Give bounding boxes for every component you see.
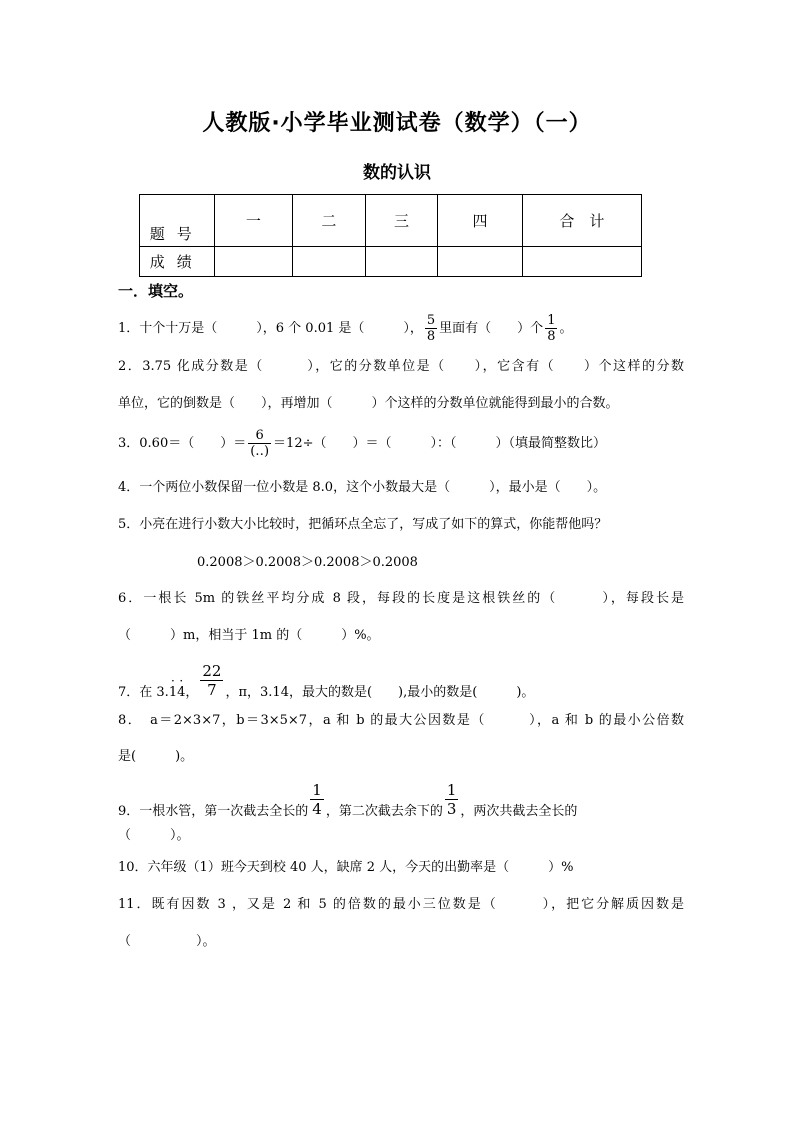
col-header-3: 三 — [365, 195, 438, 247]
col-header-4: 四 — [438, 195, 522, 247]
question-10: 10．六年级（1）班今天到校 40 人，缺席 2 人，今天的出勤率是（ ）% — [118, 860, 574, 875]
question-3: 3．0.60＝（ ）＝ $\frac{6}{(‥)}$ ＝12÷（ ）＝（ ）：（ ）（填最简整数比） — [118, 428, 606, 459]
fraction-6-blank: $\frac{6}{(‥)}$ — [250, 428, 270, 459]
score-cell-total[interactable] — [522, 247, 641, 277]
score-cell-2[interactable] — [293, 247, 366, 277]
question-7: 7．在 3.· 1· 4， $\frac{22}{7}$ ，π，3.14，最大的数是( ),最小的数是( )。 — [118, 674, 684, 711]
question-11-line-2: （ ）。 — [118, 934, 216, 949]
fraction-22-7: $\frac{22}{7}$ — [202, 662, 222, 699]
question-1: 1．十个十万是（ ），6 个 0.01 是（ ）， $\frac{5}{8}$ 里面有（ ）个 $\frac{1}{8}$ 。 — [118, 313, 573, 344]
score-cell-4[interactable] — [438, 247, 522, 277]
repeating-digit-1: · 1 — [169, 685, 177, 700]
repeating-digit-4: · 4 — [177, 685, 185, 700]
score-table — [139, 194, 642, 277]
col-header-total: 合 计 — [522, 195, 641, 247]
question-5-expression: 0.2008＞0.2008＞0.2008＞0.2008 — [197, 555, 418, 570]
fraction-1-3: $\frac{1}{3}$ — [446, 781, 457, 818]
question-11-line-1: 11．既有因数 3 ，又是 2 和 5 的倍数的最小三位数是（ ），把它分解质因数是 — [118, 897, 684, 912]
row-label-question: 题号 — [140, 195, 215, 247]
col-header-2: 二 — [293, 195, 366, 247]
score-cell-1[interactable] — [214, 247, 293, 277]
score-cell-3[interactable] — [365, 247, 438, 277]
row-label-score: 成绩 — [140, 247, 215, 277]
question-6-line-1: 6．一根长 5m 的铁丝平均分成 8 段，每段的长度是这根铁丝的（ ），每段长是 — [118, 591, 684, 606]
question-8-line-2: 是( )。 — [118, 749, 194, 764]
score-table-score-row — [140, 247, 642, 277]
question-6-line-2: （ ）m，相当于 1m 的（ ）%。 — [118, 628, 380, 643]
section-heading-fill-blank: 一．填空。 — [118, 282, 194, 300]
question-9: 9．一根水管，第一次截去全长的 $\frac{1}{4}$ ，第二次截去余下的 $\frac{1}{3}$ ，两次共截去全长的 — [118, 781, 578, 819]
question-5: 5．小亮在进行小数大小比较时，把循环点全忘了，写成了如下的算式，你能帮他吗？ — [118, 517, 608, 532]
fraction-1-4: $\frac{1}{4}$ — [312, 781, 322, 818]
page-subtitle: 数的认识 — [363, 163, 431, 183]
fraction-5-8: $\frac{5}{8}$ — [426, 313, 436, 344]
page-title: 人教版·小学毕业测试卷（数学）（一） — [202, 111, 592, 136]
question-2-line-1: 2．3.75 化成分数是（ ），它的分数单位是（ ），它含有（ ）个这样的分数 — [118, 359, 684, 374]
col-header-1: 一 — [214, 195, 293, 247]
score-table-header-row — [140, 195, 642, 247]
question-9-line-2: （ ）。 — [118, 828, 190, 843]
question-4: 4．一个两位小数保留一位小数是 8.0，这个小数最大是（ ），最小是（ ）。 — [118, 480, 607, 495]
fraction-1-8: $\frac{1}{8}$ — [547, 313, 556, 344]
question-8-line-1: 8． a＝2×3×7，b＝3×5×7，a 和 b 的最大公因数是（ ），a 和 b 的最小公倍数 — [118, 713, 684, 728]
question-2-line-2: 单位，它的倒数是（ ），再增加（ ）个这样的分数单位就能得到最小的合数。 — [118, 396, 619, 411]
